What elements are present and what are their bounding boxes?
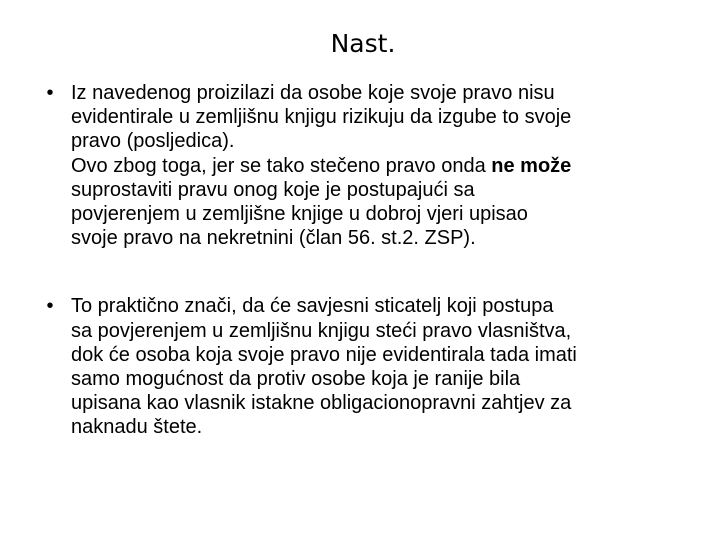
bullet-item-1 (42, 81, 702, 250)
text-line: To praktično znači, da će savjesni sticatelj koji postupa (71, 295, 554, 318)
text-line: dok će osoba koja svoje pravo nije evidentirala tada imati (71, 343, 577, 366)
bullet-icon: • (46, 82, 54, 104)
text-line-with-emphasis (71, 154, 702, 178)
bullet-icon: • (46, 295, 54, 318)
text-line: suprostaviti pravu onog koje je postupajući sa (71, 178, 475, 201)
text-line: sa povjerenjem u zemljišnu knjigu steći pravo vlasništva, (71, 319, 572, 342)
bullet-list (42, 81, 702, 440)
text-segment: Ovo zbog toga, jer se tako stečeno pravo onda (71, 154, 492, 177)
slide-title: Nast. (330, 29, 396, 58)
text-line: evidentirale u zemljišnu knjigu rizikuju da izgube to svoje (71, 106, 572, 129)
text-line: naknadu štete. (71, 416, 203, 439)
text-line: upisana kao vlasnik istakne obligacionopravni zahtjev za (71, 392, 572, 415)
text-line: pravo (posljedica). (71, 130, 235, 153)
text-line: povjerenjem u zemljišne knjige u dobroj vjeri upisao (71, 203, 528, 226)
text-line: svoje pravo na nekretnini (član 56. st.2. ZSP). (71, 227, 476, 250)
emphasis-text: ne može (491, 154, 572, 177)
text-line: samo mogućnost da protiv osobe koja je ranije bila (71, 368, 521, 391)
bullet-item-2 (42, 294, 702, 439)
text-line: Iz navedenog proizilazi da osobe koje svoje pravo nisu (71, 82, 555, 104)
